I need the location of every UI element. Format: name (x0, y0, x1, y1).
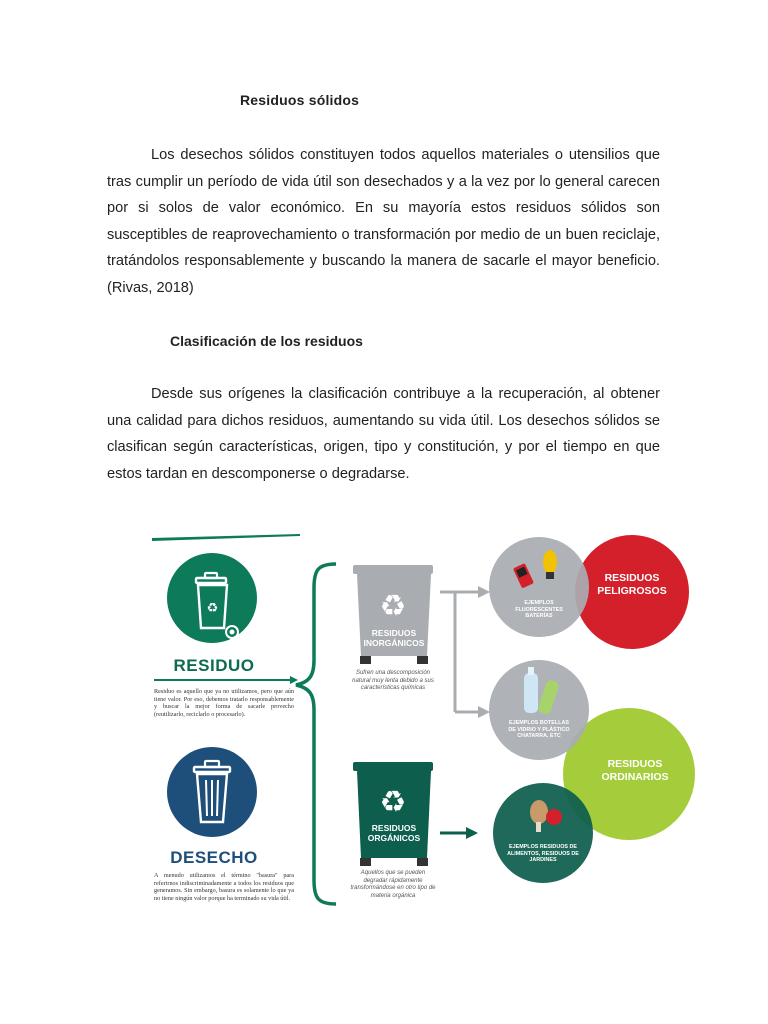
desecho-label: DESECHO (170, 848, 258, 867)
svg-text:♻: ♻ (379, 785, 407, 820)
paragraph-definition-text: Los desechos sólidos constituyen todos aquellos materiales o utensilios que tras cumplir un período de vida útil son desechados y a la vez por lo general carecen por si solos de valor económico. En su mayoría estos residuos sólidos son susceptibles de reaprovechamiento o transformación por medio de un buen reciclaje, tratándolos responsablemente y buscando la manera de sacarle el mayor beneficio. (Rivas, 2018) (107, 147, 660, 296)
accent-line (152, 534, 300, 541)
peligrosos-label-line2: PELIGROSOS (597, 585, 667, 597)
inorganic-bin-label-line2: INORGÁNICOS (363, 638, 425, 648)
inorganic-bin-icon (353, 565, 433, 664)
section-subtitle: Clasificación de los residuos (170, 333, 363, 349)
inorganic-bin-label-line1: RESIDUOS (371, 628, 417, 638)
document-title: Residuos sólidos (240, 92, 360, 108)
ordinarios-example-text: EJEMPLOS BOTELLAS DE VIDRIO Y PLÁSTICO CHATARRA, ETC (508, 720, 570, 740)
organic-example-circle (493, 783, 593, 883)
organic-bin-label-line1: RESIDUOS (371, 823, 417, 833)
organic-example-text: EJEMPLOS RESIDUOS DE ALIMENTOS, RESIDUOS DE JARDINES (507, 844, 579, 864)
organic-bin-label (361, 823, 427, 843)
inorganic-description: Sufren una descomposición natural muy lenta debido a sus características químicas (352, 670, 434, 691)
organic-bin-icon (353, 762, 433, 866)
paragraph-classification-text: Desde sus orígenes la clasificación contribuye a la recuperación, al obtener una calidad para dichos residuos, aumentando su vida útil. Los desechos sólidos se clasifican según características, origen, tipo y constitución, y por el tiempo en que estos tardan en descomponerse o degradarse. (107, 386, 660, 482)
desecho-description: A menudo utilizamos el término "basura" para referirnos indiscriminadamente a todos los residuos que generamos. Sin embargo, basura es solamente lo que ya no tiene ningún valor porque ha terminado su vida útil. (154, 872, 294, 902)
curly-brace (296, 564, 336, 904)
trash-can-icon (167, 747, 257, 837)
peligrosos-example-circle (489, 537, 589, 637)
residuo-label: RESIDUO (173, 656, 255, 675)
ordinarios-label-line1: RESIDUOS (607, 758, 663, 770)
residuo-description: Residuo es aquello que ya no utilizamos, pero que aún tiene valor. Por eso, debemos tratarlo responsablemente y buscar la mejor forma de sacarle provecho (reutilizarlo, reciclarlo o procesarlo). (154, 688, 294, 718)
inorganic-bin-label (361, 628, 427, 648)
paragraph-classification (107, 381, 660, 487)
ordinarios-label-line2: ORDINARIOS (601, 771, 669, 783)
paragraph-definition (107, 142, 660, 301)
peligrosos-example-text: EJEMPLOS FLUORESCENTES BATERÍAS (515, 600, 563, 620)
organic-arrow (440, 827, 478, 839)
organic-description: Aquellos que se pueden degradar rápidamente transformándose en otro tipo de materia orgánica (350, 870, 436, 899)
peligrosos-label (590, 572, 674, 598)
svg-text:♻: ♻ (379, 589, 407, 624)
residuo-arrow-head (290, 676, 298, 684)
peligrosos-label-line1: RESIDUOS (604, 572, 660, 584)
inorganic-branch-arrows (440, 586, 490, 718)
svg-text:♻: ♻ (206, 601, 219, 616)
waste-classification-infographic (150, 530, 698, 915)
ordinarios-label (590, 758, 680, 784)
organic-bin-label-line2: ORGÁNICOS (367, 833, 421, 843)
recycle-bin-icon (167, 553, 257, 643)
